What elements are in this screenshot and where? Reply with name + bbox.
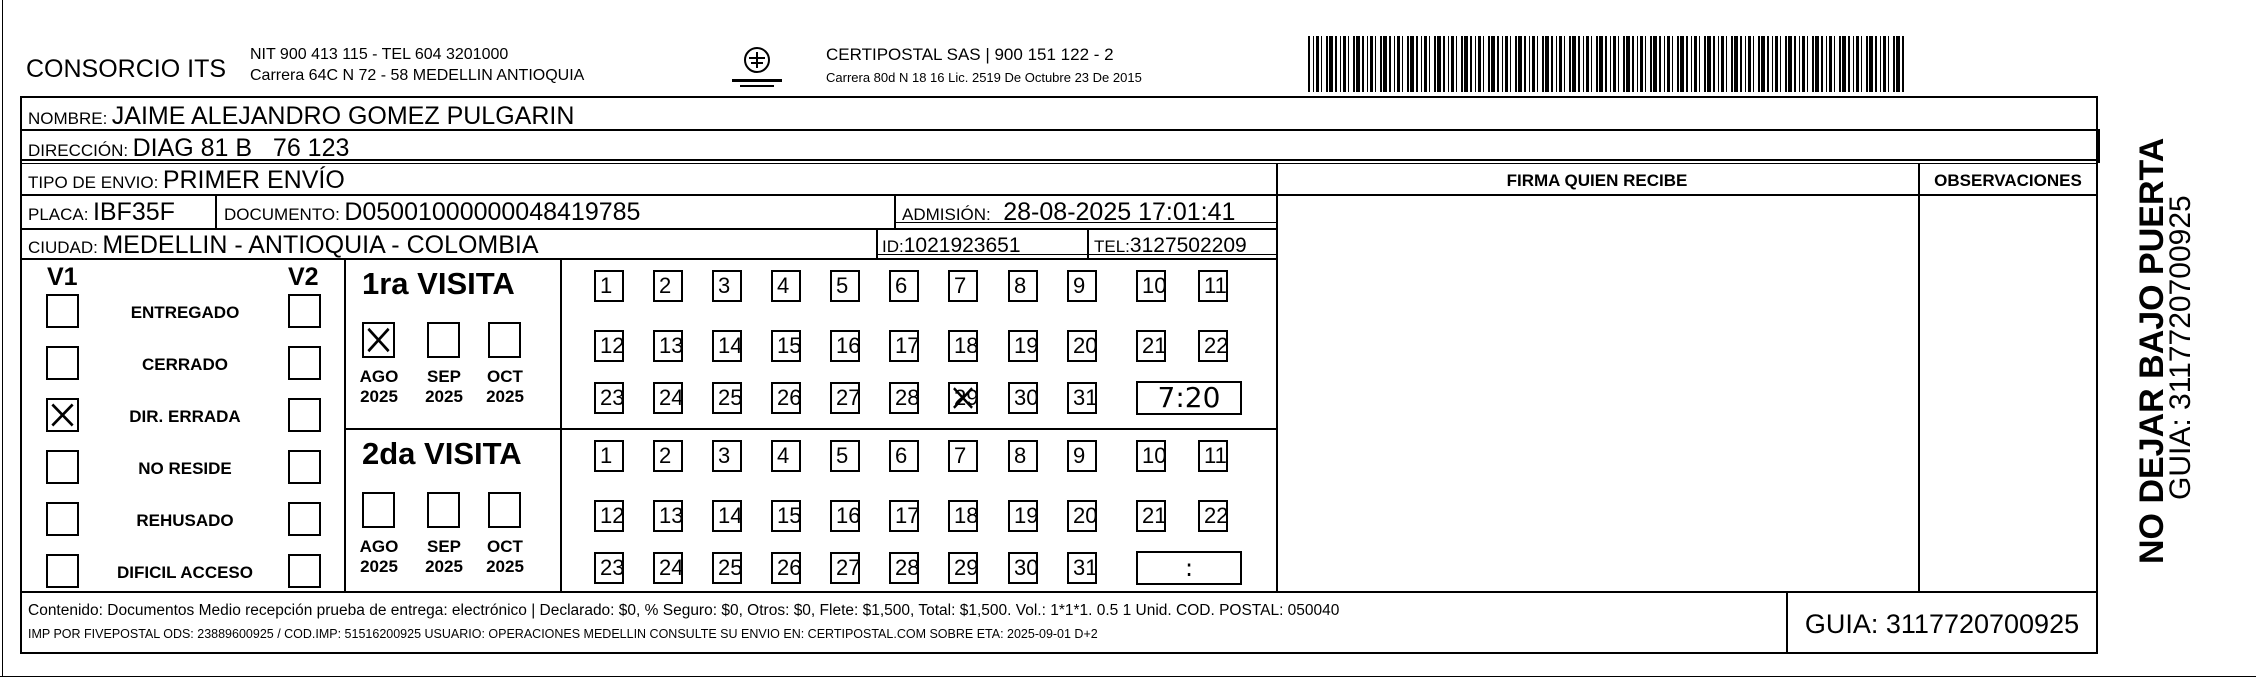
v2-checkbox[interactable]: [288, 450, 321, 484]
status-label: ENTREGADO: [130, 303, 240, 322]
id-value: 1021923651: [903, 234, 1021, 257]
day-box[interactable]: 9: [1067, 440, 1097, 472]
observaciones-label: OBSERVACIONES: [1934, 171, 2082, 190]
status-label: CERRADO: [142, 355, 228, 374]
day-box[interactable]: 7: [948, 270, 978, 302]
v1-checkbox[interactable]: [46, 398, 79, 432]
v2-checkbox[interactable]: [288, 554, 321, 588]
company-name: CONSORCIO ITS: [26, 55, 227, 83]
day-box[interactable]: 31: [1067, 382, 1097, 414]
day-box[interactable]: 24: [653, 552, 683, 584]
v2-checkbox[interactable]: [288, 346, 321, 380]
v1-checkbox[interactable]: [46, 346, 79, 380]
year-label: 2025: [486, 557, 524, 576]
day-box[interactable]: 3: [712, 270, 742, 302]
day-box[interactable]: 11: [1198, 270, 1228, 302]
day-box[interactable]: 22: [1198, 330, 1228, 362]
placa-label: PLACA:: [28, 205, 89, 224]
day-box[interactable]: 10: [1136, 270, 1166, 302]
day-box[interactable]: 30: [1008, 552, 1038, 584]
day-box[interactable]: 12: [594, 330, 624, 362]
footer-contenido: Contenido: Documentos Medio recepción prueba de entrega: electrónico | Declarado: $0, % Seguro: $0, Otros: $0, Flete: $1,500, Total: $1,500. Vol.: 1*1*1. 0.5 1 Unid. COD. POSTAL: 050040: [28, 602, 1340, 619]
day-box[interactable]: 7: [948, 440, 978, 472]
day-box[interactable]: 4: [771, 440, 801, 472]
day-box[interactable]: 5: [830, 440, 860, 472]
month-label: SEP: [426, 537, 462, 556]
time-box[interactable]: 7:20: [1136, 381, 1242, 415]
v1-checkbox[interactable]: [46, 554, 79, 588]
day-box[interactable]: 20: [1067, 500, 1097, 532]
placa-value: IBF35F: [92, 198, 175, 226]
day-box[interactable]: 18: [948, 330, 978, 362]
month-label: OCT: [487, 367, 523, 386]
month-label: AGO: [359, 367, 399, 386]
day-box[interactable]: 25: [712, 382, 742, 414]
v1-checkbox[interactable]: [46, 294, 79, 328]
id-label: ID:: [882, 237, 904, 256]
month-label: SEP: [426, 367, 462, 386]
admision-label: ADMISIÓN:: [902, 205, 991, 224]
v2-checkbox[interactable]: [288, 398, 321, 432]
day-box[interactable]: 27: [830, 552, 860, 584]
status-label: DIFICIL ACCESO: [116, 563, 253, 582]
day-box[interactable]: 22: [1198, 500, 1228, 532]
day-box[interactable]: 2: [653, 440, 683, 472]
day-box[interactable]: 1: [594, 270, 624, 302]
status-label: REHUSADO: [136, 511, 234, 530]
day-box[interactable]: 15: [771, 500, 801, 532]
day-box[interactable]: 28: [889, 382, 919, 414]
carrier-line2: Carrera 80d N 18 16 Lic. 2519 De Octubre 23 De 2015: [826, 70, 1142, 85]
footer-guia: GUIA: 3117720700925: [1804, 609, 2080, 639]
month-checkbox[interactable]: [427, 492, 460, 528]
footer-imp: IMP POR FIVEPOSTAL ODS: 23889600925 / COD.IMP: 51516200925 USUARIO: OPERACIONES MEDELLIN CONSULTE SU ENVIO EN: CERTIPOSTAL.COM SOBRE ETA: 2025-09-01 D+2: [28, 627, 1098, 641]
direccion-value: DIAG 81 B 76 123: [132, 134, 350, 162]
ciudad-value: MEDELLIN - ANTIOQUIA - COLOMBIA: [102, 231, 539, 259]
v1-checkbox[interactable]: [46, 502, 79, 536]
status-label: DIR. ERRADA: [129, 407, 241, 426]
barcode: [1308, 36, 1905, 92]
day-box[interactable]: 1: [594, 440, 624, 472]
day-box[interactable]: 5: [830, 270, 860, 302]
side-no-dejar: NO DEJAR BAJO PUERTA: [2133, 137, 2171, 564]
day-box[interactable]: 8: [1008, 440, 1038, 472]
day-box[interactable]: 13: [653, 330, 683, 362]
day-box[interactable]: 29: [948, 552, 978, 584]
month-checkbox[interactable]: [488, 492, 521, 528]
day-box[interactable]: 19: [1008, 330, 1038, 362]
tel-label: TEL:: [1094, 237, 1130, 256]
day-box[interactable]: 25: [712, 552, 742, 584]
day-box[interactable]: 31: [1067, 552, 1097, 584]
day-box[interactable]: 20: [1067, 330, 1097, 362]
day-box[interactable]: 4: [771, 270, 801, 302]
day-box[interactable]: 27: [830, 382, 860, 414]
day-box[interactable]: 17: [889, 500, 919, 532]
day-box[interactable]: 17: [889, 330, 919, 362]
day-box[interactable]: 16: [830, 500, 860, 532]
tel-value: 3127502209: [1129, 234, 1247, 257]
year-label: 2025: [425, 387, 463, 406]
firma-label: FIRMA QUIEN RECIBE: [1506, 171, 1688, 190]
day-box[interactable]: 26: [771, 552, 801, 584]
day-box[interactable]: 9: [1067, 270, 1097, 302]
admision-value: 28-08-2025 17:01:41: [1003, 198, 1236, 226]
year-label: 2025: [360, 387, 398, 406]
month-label: OCT: [487, 537, 523, 556]
time-box[interactable]: :: [1136, 551, 1242, 585]
visit-title: 2da VISITA: [362, 436, 522, 471]
day-box[interactable]: 14: [712, 330, 742, 362]
side-guia: GUIA: 3117720700925: [2164, 195, 2197, 500]
v2-checkbox[interactable]: [288, 294, 321, 328]
day-box[interactable]: 6: [889, 270, 919, 302]
v2-label: V2: [288, 263, 319, 291]
day-box[interactable]: 2: [653, 270, 683, 302]
observations-box[interactable]: [1920, 196, 2096, 589]
day-box[interactable]: 30: [1008, 382, 1038, 414]
day-box[interactable]: 3: [712, 440, 742, 472]
nombre-label: NOMBRE:: [28, 109, 108, 128]
certipostal-logo: [726, 42, 788, 92]
nit-line: NIT 900 413 115 - TEL 604 3201000: [250, 46, 509, 63]
day-box[interactable]: 14: [712, 500, 742, 532]
documento-value: D05001000000048419785: [344, 198, 641, 226]
day-box[interactable]: 8: [1008, 270, 1038, 302]
year-label: 2025: [486, 387, 524, 406]
visit-title: 1ra VISITA: [362, 266, 515, 301]
day-box[interactable]: 23: [594, 382, 624, 414]
signature-box[interactable]: [1278, 196, 1916, 589]
month-checkbox[interactable]: [362, 322, 395, 358]
day-box[interactable]: 10: [1136, 440, 1166, 472]
day-box[interactable]: 26: [771, 382, 801, 414]
day-box[interactable]: 13: [653, 500, 683, 532]
documento-label: DOCUMENTO:: [224, 205, 340, 224]
day-box[interactable]: 21: [1136, 500, 1166, 532]
day-box[interactable]: 18: [948, 500, 978, 532]
status-label: NO RESIDE: [138, 459, 232, 478]
day-box[interactable]: 29: [948, 382, 978, 414]
address-line: Carrera 64C N 72 - 58 MEDELLIN ANTIOQUIA: [250, 67, 585, 84]
year-label: 2025: [425, 557, 463, 576]
month-checkbox[interactable]: [362, 492, 395, 528]
direccion-label: DIRECCIÓN:: [28, 141, 129, 160]
carrier-line1: CERTIPOSTAL SAS | 900 151 122 - 2: [826, 45, 1114, 64]
day-box[interactable]: 28: [889, 552, 919, 584]
day-box[interactable]: 16: [830, 330, 860, 362]
day-box[interactable]: 15: [771, 330, 801, 362]
day-box[interactable]: 11: [1198, 440, 1228, 472]
ciudad-label: CIUDAD:: [28, 238, 98, 257]
tipo-value: PRIMER ENVÍO: [162, 166, 345, 194]
month-checkbox[interactable]: [488, 322, 521, 358]
day-box[interactable]: 12: [594, 500, 624, 532]
day-box[interactable]: 19: [1008, 500, 1038, 532]
v1-checkbox[interactable]: [46, 450, 79, 484]
year-label: 2025: [360, 557, 398, 576]
nombre-value: JAIME ALEJANDRO GOMEZ PULGARIN: [111, 102, 575, 130]
day-box[interactable]: 24: [653, 382, 683, 414]
day-box[interactable]: 21: [1136, 330, 1166, 362]
month-checkbox[interactable]: [427, 322, 460, 358]
month-label: AGO: [359, 537, 399, 556]
v1-label: V1: [47, 263, 78, 291]
tipo-label: TIPO DE ENVIO:: [28, 173, 159, 192]
v2-checkbox[interactable]: [288, 502, 321, 536]
day-box[interactable]: 6: [889, 440, 919, 472]
day-box[interactable]: 23: [594, 552, 624, 584]
